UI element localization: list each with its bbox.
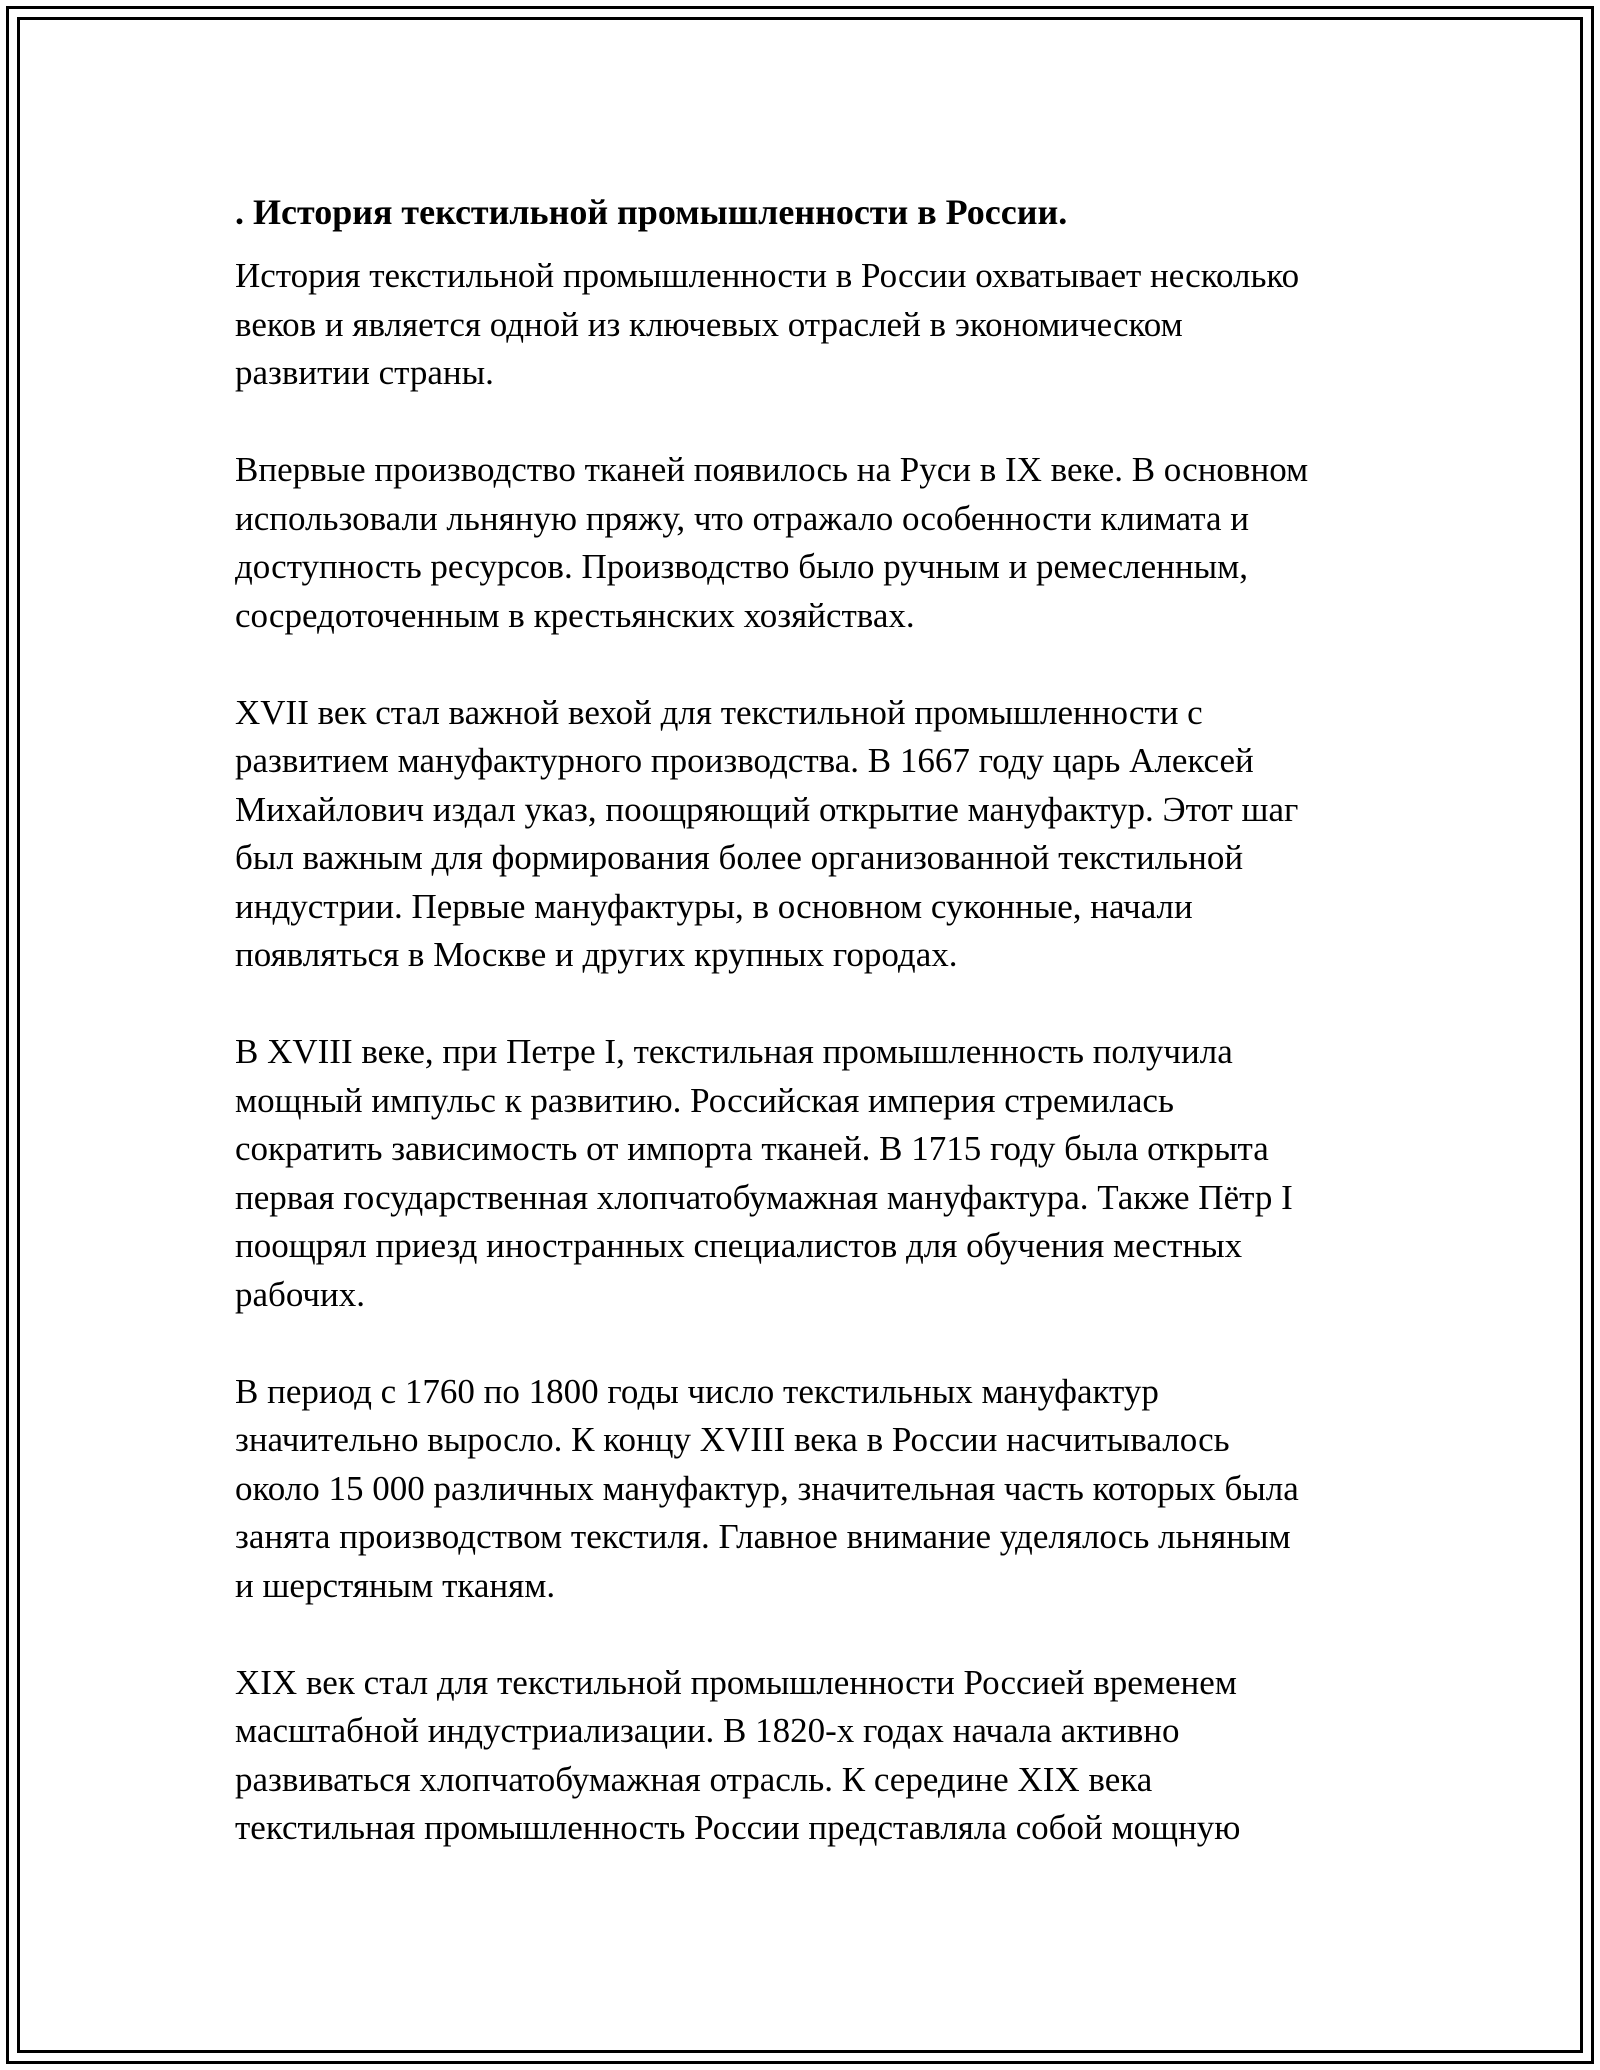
document-title: . История текстильной промышленности в России.: [235, 192, 1068, 232]
document-body: [235, 188, 1375, 1853]
paragraph-6: XIX век стал для текстильной промышленности Россией временем масштабной индустриализации. В 1820-х годах начала активно развиваться хлопчатобумажная отрасль. К середине XIX века текстильная промышленность России представляла собой мощную: [235, 1662, 1241, 1847]
paragraph-4: В XVIII веке, при Петре I, текстильная промышленность получила мощный импульс к развитию. Российская империя стремилась сократить зависимость от импорта тканей. В 1715 году была открыта первая государственная хлопчатобумажная мануфактура. Также Пётр I поощрял приезд иностранных специалистов для обучения местных рабочих.: [235, 1032, 1293, 1314]
paragraph-2: Впервые производство тканей появилось на Руси в IX веке. В основном использовали льняную пряжу, что отражало особенности климата и доступность ресурсов. Производство было ручным и ремесленным, сосредоточенным в крестьянских хозяйствах.: [235, 450, 1309, 635]
paragraph-5: В период с 1760 по 1800 годы число текстильных мануфактур значительно выросло. К концу XVIII века в России насчитывалось около 15 000 различных мануфактур, значительная часть которых была занята производством текстиля. Главное внимание уделялось льняным и шерстяным тканям.: [235, 1371, 1299, 1605]
paragraph-1: История текстильной промышленности в России охватывает несколько веков и является одной из ключевых отраслей в экономическом развитии страны.: [235, 256, 1300, 392]
paragraph-3: XVII век стал важной вехой для текстильной промышленности с развитием мануфактурного производства. В 1667 году царь Алексей Михайлович издал указ, поощряющий открытие мануфактур. Этот шаг был важным для формирования более организованной текстильной индустрии. Первые мануфактуры, в основном суконные, начали появляться в Москве и других крупных городах.: [235, 692, 1299, 974]
